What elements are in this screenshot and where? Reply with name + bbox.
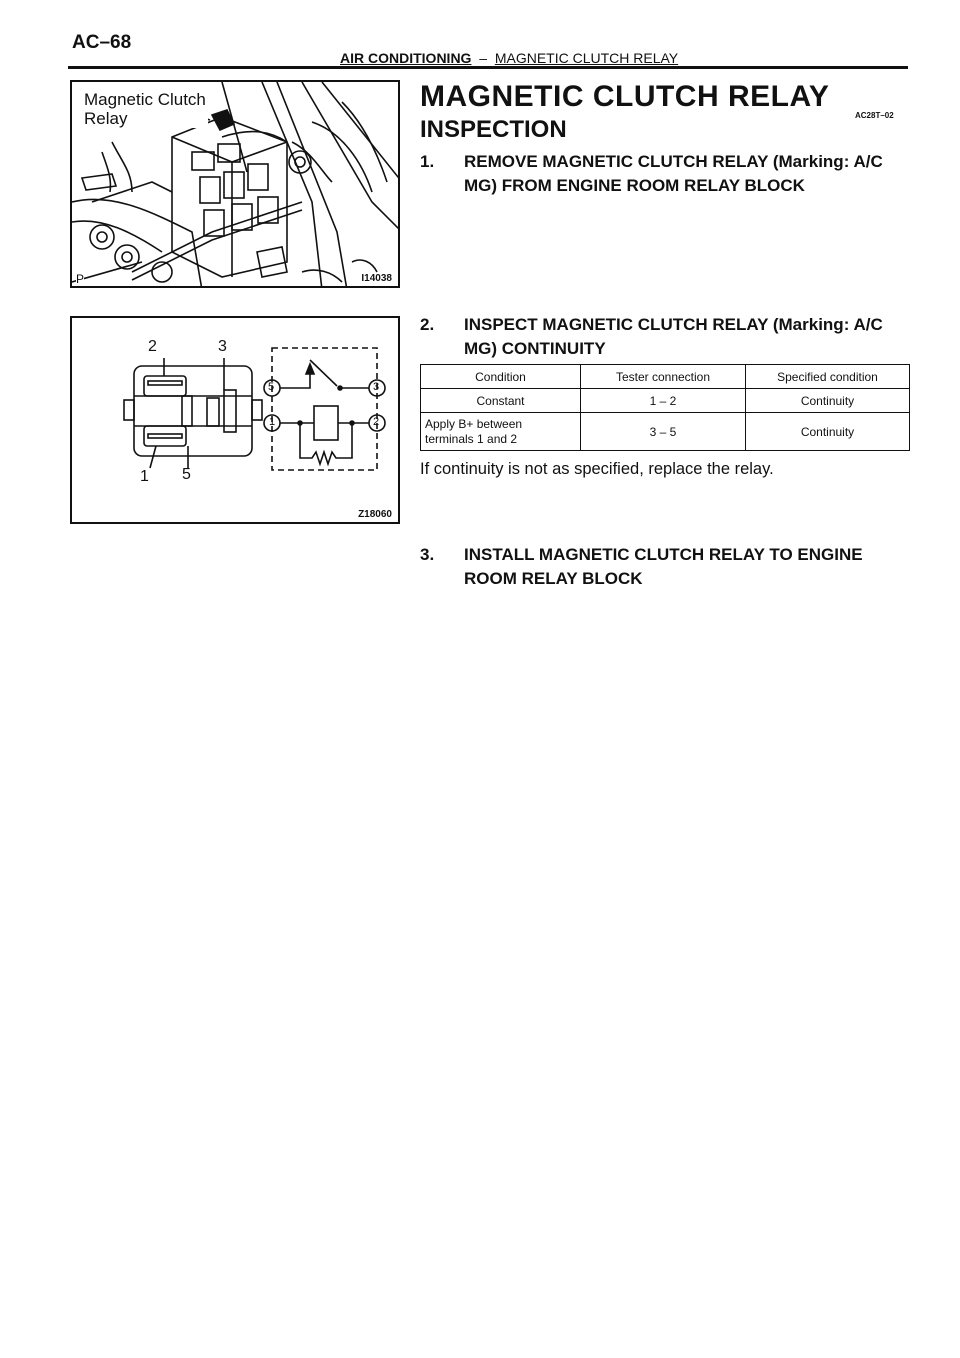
condition-line-2: terminals 1 and 2 <box>425 431 518 446</box>
table-header: Tester connection <box>581 365 746 389</box>
table-row <box>421 389 910 413</box>
relay-connector-and-circuit-diagram <box>72 318 400 524</box>
figure-code: I14038 <box>361 273 392 284</box>
circuit-terminal-3: 3 <box>373 381 380 393</box>
section-title: MAGNETIC CLUTCH RELAY <box>420 80 830 113</box>
running-header-separator: – <box>479 50 488 66</box>
running-header <box>340 50 678 66</box>
terminal-label-5: 5 <box>182 466 191 483</box>
header-rule <box>68 66 908 69</box>
replacement-note: If continuity is not as specified, replace the relay. <box>420 460 774 478</box>
page-number: AC–68 <box>72 32 132 53</box>
relay-terminal-figure <box>70 316 400 524</box>
table-header-row <box>421 365 910 389</box>
running-header-section: AIR CONDITIONING <box>340 50 472 66</box>
condition-line-1: Apply B+ between <box>425 416 523 431</box>
table-header: Condition <box>421 365 581 389</box>
table-cell-condition: Constant <box>421 389 581 413</box>
figure-code: Z18060 <box>358 509 392 520</box>
continuity-table <box>420 364 910 451</box>
table-cell-spec: Continuity <box>746 413 910 451</box>
step-text: REMOVE MAGNETIC CLUTCH RELAY (Marking: A/C MG) FROM ENGINE ROOM RELAY BLOCK <box>464 152 883 195</box>
callout-line-2: Relay <box>84 109 128 128</box>
step-number: 2. <box>420 315 435 334</box>
terminal-label-1: 1 <box>140 468 149 485</box>
table-cell-condition <box>421 413 581 451</box>
circuit-terminal-1: 1 <box>269 416 276 428</box>
table-cell-spec: Continuity <box>746 389 910 413</box>
step-text: INSPECT MAGNETIC CLUTCH RELAY (Marking: A/C MG) CONTINUITY <box>464 315 883 358</box>
table-cell-tester: 1 – 2 <box>581 389 746 413</box>
relay-location-figure <box>70 80 400 288</box>
table-row <box>421 413 910 451</box>
callout-line-1: Magnetic Clutch <box>84 90 206 109</box>
step-1 <box>420 150 915 198</box>
circuit-terminal-2: 2 <box>373 416 380 428</box>
figure-callout-label <box>82 90 208 128</box>
terminal-label-3: 3 <box>218 338 227 355</box>
step-3 <box>420 543 915 591</box>
step-number: 1. <box>420 152 435 171</box>
step-2 <box>420 313 915 361</box>
step-number: 3. <box>420 545 435 564</box>
figure-corner-mark: P <box>76 272 85 286</box>
terminal-label-2: 2 <box>148 338 157 355</box>
subsection-title: INSPECTION <box>420 116 567 143</box>
table-cell-tester: 3 – 5 <box>581 413 746 451</box>
table-header: Specified condition <box>746 365 910 389</box>
reference-code: AC28T–02 <box>855 111 894 120</box>
circuit-terminal-5: 5 <box>268 381 275 393</box>
step-text: INSTALL MAGNETIC CLUTCH RELAY TO ENGINE ROOM RELAY BLOCK <box>464 545 863 588</box>
running-header-subsection: MAGNETIC CLUTCH RELAY <box>494 50 679 66</box>
